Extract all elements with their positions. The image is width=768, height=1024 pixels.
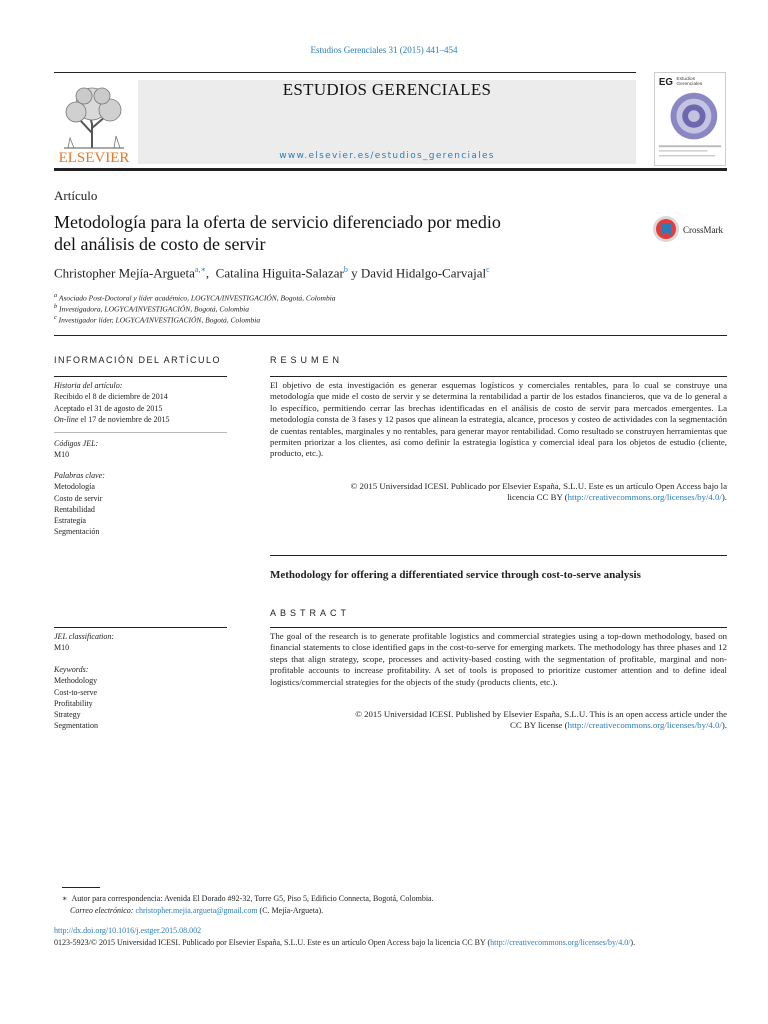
article-info-divider: [54, 376, 227, 377]
footnote-address: ∗ Autor para correspondencia: Avenida El Dorado #92-32, Torre G5, Piso 5, Edificio Connecta, Bogotá, Colombia.: [62, 894, 434, 903]
author-affiliation-mark[interactable]: b: [343, 265, 348, 274]
keywords-label-es: Palabras clave:: [54, 471, 105, 480]
keyword-item: Segmentación: [54, 527, 100, 537]
cover-rosette-icon: [671, 93, 718, 140]
article-title-line1: Metodología para la oferta de servicio diferenciado por medio: [54, 212, 501, 232]
history-received: Recibido el 8 de diciembre de 2014: [54, 392, 168, 402]
abstract-copyright-line2: CC BY license (http://creativecommons.org/licenses/by/4.0/).: [510, 720, 727, 731]
jel-value-en: M10: [54, 643, 70, 653]
elsevier-wordmark: ELSEVIER: [58, 150, 130, 164]
author-name: Christopher Mejía-Argueta: [54, 265, 195, 281]
resumen-heading: RESUMEN: [270, 355, 344, 365]
journal-reference[interactable]: Estudios Gerenciales 31 (2015) 441–454: [310, 45, 458, 55]
affiliation-a: $^a$ Asociado Post-Doctoral y líder académico, LOGYCA/INVESTIGACIÓN, Bogotá, Colombia: [54, 292, 336, 303]
crossmark-label: CrossMark: [683, 225, 723, 235]
author-separator: ,: [205, 265, 210, 281]
resumen-copyright-line1: © 2015 Universidad ICESI. Publicado por Elsevier España, S.L.U. Este es un artículo Open Access bajo la: [350, 481, 727, 491]
resumen-body: El objetivo de esta investigación es generar esquemas logísticos y comerciales rentables, para lo cual se construye una metodología que mide el costo de servir y se determina la rentabilidad a partir de los estados financieros, que va de lo general a lo específico, permitiendo cerrar las brechas identificadas en el análisis de costo de servir para mercados emergentes. La metodología consta de 3 fases y 12 pasos que alinean la estrategia, alcance, procesos y costeo de actividades con la segmentación de cuentas rentables, marginales y no rentables, para generar mayor rentabilidad. Como resultado se construyen herramientas que permiten priorizar a los clientes, así como definir la estrategia logística y comercial ideal para los objetos de estudio (cliente, producto, etc.).: [270, 380, 727, 459]
resumen-copyright-line2: licencia CC BY (http://creativecommons.org/licenses/by/4.0/).: [507, 492, 727, 503]
keywords-en: [54, 664, 227, 732]
author-conjunction: y: [351, 265, 358, 281]
abstract-body: The goal of the research is to generate profitable logistics and commercial strategies using a top-down methodology, based on financial statements to close identified gaps in the cost-to-serve for emerging markets. The methodology has three phases and 12 steps that align strategy, scope, processes and activity-based costing with the segmentation of profitable, marginal and non-profitable accounts to increase profitability. A set of tools is proposed to prioritize customer attention and to define ideal logistics/commercial strategies for the objects of the study (products clients, etc.).: [270, 631, 727, 687]
keyword-item: Rentabilidad: [54, 504, 95, 514]
journal-url-link[interactable]: www.elsevier.es/estudios_gerenciales: [279, 151, 495, 161]
journal-cover-thumbnail[interactable]: [654, 72, 726, 166]
jel-label-es: Códigos JEL:: [54, 439, 99, 448]
keyword-item: Costo de servir: [54, 493, 103, 503]
abstract-heading: ABSTRACT: [270, 608, 351, 618]
abstract-copyright: [270, 709, 727, 732]
article-history: [54, 380, 227, 425]
crossmark-icon: [653, 216, 679, 242]
keyword-item: Profitability: [54, 698, 93, 708]
abstract-copyright-line1: © 2015 Universidad ICESI. Published by Elsevier España, S.L.U. This is an open access article under the: [355, 709, 727, 719]
header-divider: [54, 168, 727, 171]
author-email-link[interactable]: christopher.mejia.argueta@gmail.com: [135, 906, 258, 915]
journal-title: ESTUDIOS GERENCIALES: [282, 80, 492, 99]
article-title: [54, 211, 614, 255]
section-divider: [54, 335, 727, 336]
jel-en-divider: [54, 627, 227, 628]
author-affiliation-mark[interactable]: c: [486, 265, 490, 274]
elsevier-logo: [54, 78, 134, 164]
english-title: Methodology for offering a differentiated service through cost-to-serve analysis: [270, 569, 641, 581]
author-name: David Hidalgo-Carvajal: [360, 265, 487, 281]
affiliation-b: $^b$ Investigadora, LOGYCA/INVESTIGACIÓN, Bogotá, Colombia: [54, 303, 250, 314]
resumen-license-link[interactable]: http://creativecommons.org/licenses/by/4.0/: [567, 492, 722, 503]
english-section-divider: [270, 555, 727, 556]
keyword-item: Segmentation: [54, 721, 98, 731]
resumen-copyright: [270, 481, 727, 504]
license-link[interactable]: http://creativecommons.org/licenses/by/4.0/: [490, 938, 631, 947]
history-divider: [54, 432, 227, 433]
article-info-heading: INFORMACIÓN DEL ARTÍCULO: [54, 355, 222, 365]
crossmark-button[interactable]: [652, 214, 732, 244]
jel-codes-es: [54, 438, 227, 461]
history-accepted: Aceptado el 31 de agosto de 2015: [54, 403, 163, 413]
keywords-es: [54, 470, 227, 538]
footnote-email: Correo electrónico: christopher.mejia.argueta@gmail.com (C. Mejía-Argueta).: [70, 906, 324, 915]
keyword-item: Methodology: [54, 676, 98, 686]
cover-name-line2: Gerenciales: [676, 81, 703, 87]
jel-value-es: M10: [54, 450, 70, 460]
affiliation-c: $^c$ Investigador líder, LOGYCA/INVESTIGACIÓN, Bogotá, Colombia: [54, 314, 261, 325]
cover-name-line1: Estudios: [676, 77, 696, 83]
resumen-divider: [270, 376, 727, 377]
article-type: Artículo: [54, 188, 98, 203]
keyword-item: Strategy: [54, 710, 81, 720]
keyword-item: Estrategia: [54, 516, 86, 526]
footnote-divider: [62, 887, 100, 888]
keyword-item: Metodología: [54, 482, 95, 492]
license-line: 0123-5923/© 2015 Universidad ICESI. Publicado por Elsevier España, S.L.U. Este es un artículo Open Access bajo la licencia CC BY (http://creativecommons.org/licenses/by/4.0/).: [54, 938, 636, 947]
abstract-license-link[interactable]: http://creativecommons.org/licenses/by/4.0/: [567, 720, 722, 731]
cover-abbr: EG: [658, 76, 673, 88]
history-label: Historia del artículo:: [54, 381, 123, 390]
abstract-divider: [270, 627, 727, 628]
jel-codes-en: [54, 631, 227, 654]
jel-label-en: JEL classification:: [54, 632, 115, 641]
elsevier-tree-icon: [64, 88, 124, 148]
author-list: [54, 265, 490, 281]
correspondence-footnote: [62, 893, 434, 917]
history-online: On-line el 17 de noviembre de 2015: [54, 414, 170, 424]
keywords-label-en: Keywords:: [54, 665, 89, 674]
doi-link[interactable]: http://dx.doi.org/10.1016/j.estger.2015.08.002: [54, 926, 202, 935]
author-affiliation-mark[interactable]: a,∗: [194, 265, 206, 274]
article-title-line2: del análisis de costo de servir: [54, 234, 266, 254]
author-name: Catalina Higuita-Salazar: [215, 265, 344, 281]
keyword-item: Cost-to-serve: [54, 687, 98, 697]
